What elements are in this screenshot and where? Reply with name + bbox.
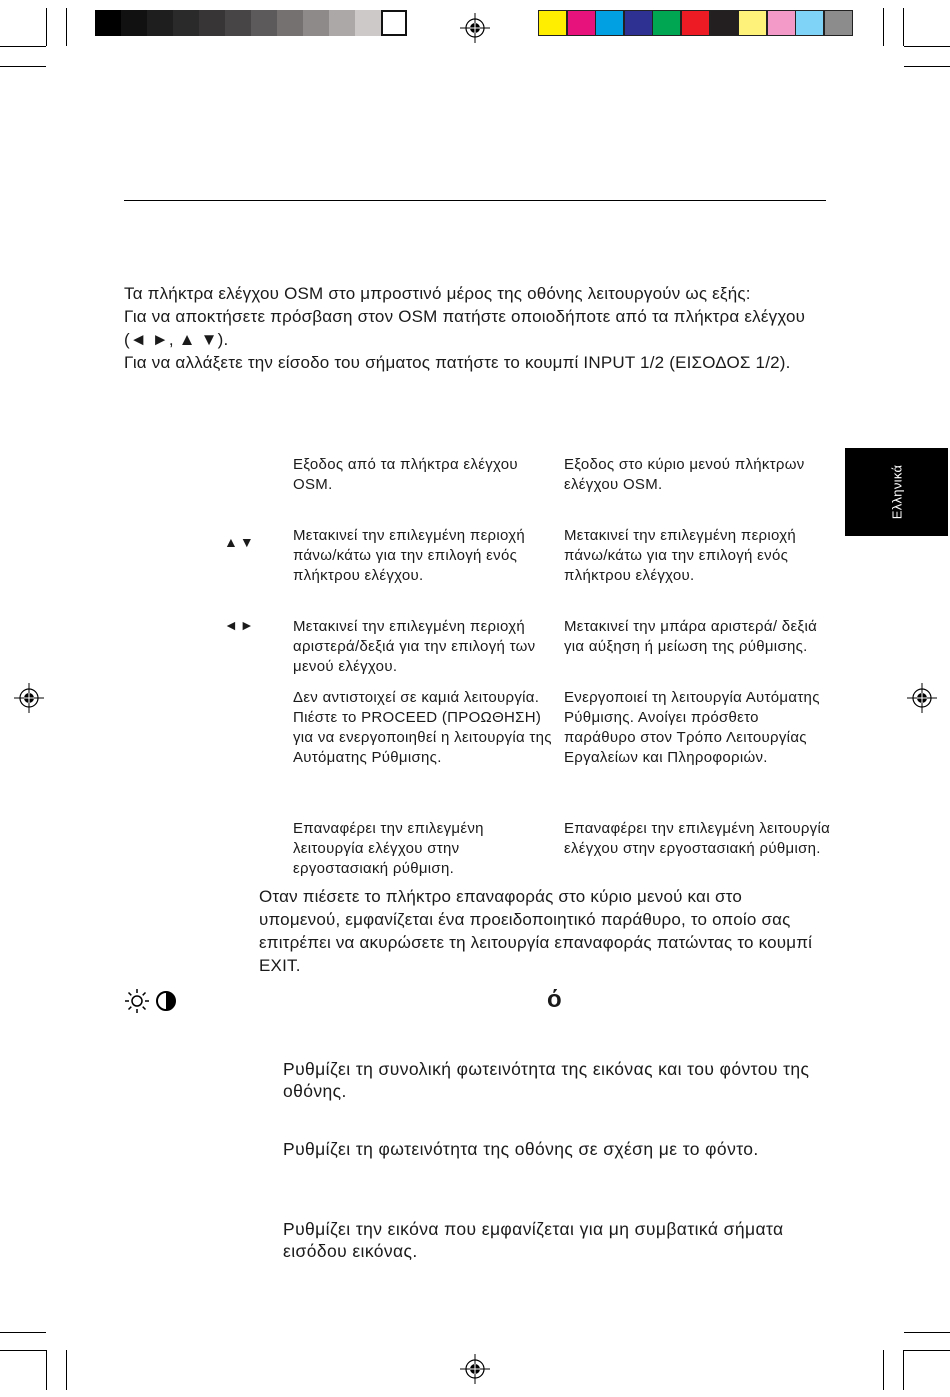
table-cell-osm-menu: Μετακινεί την επιλεγμένη περιοχή πάνω/κάτω για την επιλογή ενός πλήκτρου ελέγχου. <box>293 527 526 584</box>
left-right-arrows-icon: ◄► <box>224 617 256 633</box>
language-tab <box>845 448 948 536</box>
registration-mark-icon <box>460 1354 490 1384</box>
gray-swatch <box>95 10 121 36</box>
gray-swatch <box>147 10 173 36</box>
gray-swatch <box>329 10 355 36</box>
gray-swatch <box>121 10 147 36</box>
color-swatch <box>738 10 767 36</box>
gray-swatch <box>225 10 251 36</box>
table-cell-osm-menu: Δεν αντιστοιχεί σε καμιά λειτουργία. Πιέστε το PROCEED (ΠΡΟΩΘΗΣΗ) για να ενεργοποιηθεί η λειτουργία της Αυτόματης Ρύθμισης. <box>293 689 552 766</box>
gray-swatch <box>251 10 277 36</box>
reset-warning-note: Οταν πιέσετε το πλήκτρο επαναφοράς στο κύριο μενού και στο υπομενού, εμφανίζεται ένα προειδοποιητικό παράθυρο, το οποίο σας επιτρέπει να ακυρώσετε τη λειτουργία επαναφοράς πατώντας το κουμπί EXIT. <box>259 887 813 975</box>
up-down-arrows-icon: ▲▼ <box>224 534 256 550</box>
header-rule <box>124 200 826 201</box>
gray-swatch <box>199 10 225 36</box>
table-cell-osm-menu: Εξοδος από τα πλήκτρα ελέγχου OSM. <box>293 456 518 493</box>
gray-swatch <box>381 10 407 36</box>
intro-paragraph: Για να αλλάξετε την είσοδο του σήματος πατήστε το κουμπί INPUT 1/2 (ΕΙΣΟΔΟΣ 1/2). <box>124 353 791 372</box>
color-swatch <box>567 10 596 36</box>
gray-swatch <box>173 10 199 36</box>
language-tab-label: Ελληνικά <box>889 464 904 520</box>
registration-mark-icon <box>460 13 490 43</box>
gray-swatch <box>303 10 329 36</box>
color-swatch <box>795 10 824 36</box>
table-cell-submenu: Εξοδος στο κύριο μενού πλήκτρων ελέγχου OSM. <box>564 456 805 493</box>
color-swatch <box>681 10 710 36</box>
color-swatch <box>710 10 739 36</box>
color-swatch <box>652 10 681 36</box>
table-cell-submenu: Επαναφέρει την επιλεγμένη λειτουργία ελέγχου στην εργοστασιακή ρύθμιση. <box>564 820 831 857</box>
color-swatch <box>824 10 853 36</box>
glyph-o: ό <box>547 986 562 1013</box>
color-swatch <box>595 10 624 36</box>
color-swatch <box>624 10 653 36</box>
gray-swatch <box>355 10 381 36</box>
table-cell-submenu: Ενεργοποιεί τη λειτουργία Αυτόματης Ρύθμισης. Ανοίγει πρόσθετο παράθυρο στον Τρόπο Λειτουργίας Εργαλείων και Πληροφοριών. <box>564 689 820 766</box>
auto-adjust-description: Ρυθμίζει την εικόνα που εμφανίζεται για μη συμβατικά σήματα εισόδου εικόνας. <box>283 1219 784 1261</box>
contrast-icon <box>155 990 177 1012</box>
contrast-description: Ρυθμίζει τη φωτεινότητα της οθόνης σε σχέση με το φόντο. <box>283 1139 759 1159</box>
table-cell-osm-menu: Μετακινεί την επιλεγμένη περιοχή αριστερά/δεξιά για την επιλογή των μενού ελέγχου. <box>293 618 536 675</box>
intro-paragraph: Τα πλήκτρα ελέγχου OSM στο μπροστινό μέρος της οθόνης λειτουργούν ως εξής: <box>124 284 751 303</box>
color-swatch <box>538 10 567 36</box>
registration-mark-icon <box>14 683 44 713</box>
table-cell-submenu: Μετακινεί την μπάρα αριστερά/ δεξιά για αύξηση ή μείωση της ρύθμισης. <box>564 618 818 655</box>
color-swatch <box>767 10 796 36</box>
intro-text <box>124 282 829 374</box>
table-cell-osm-menu: Επαναφέρει την επιλεγμένη λειτουργία ελέγχου στην εργοστασιακή ρύθμιση. <box>293 820 484 877</box>
table-cell-submenu: Μετακινεί την επιλεγμένη περιοχή πάνω/κάτω για την επιλογή ενός πλήκτρου ελέγχου. <box>564 527 797 584</box>
gray-swatch <box>277 10 303 36</box>
registration-mark-icon <box>907 683 937 713</box>
brightness-icon <box>124 988 150 1014</box>
intro-paragraph: Για να αποκτήσετε πρόσβαση στον OSM πατήστε οποιοδήποτε από τα πλήκτρα ελέγχου (◄ ►, ▲ ▼). <box>124 307 806 349</box>
brightness-description: Ρυθμίζει τη συνολική φωτεινότητα της εικόνας και του φόντου της οθόνης. <box>283 1059 810 1101</box>
